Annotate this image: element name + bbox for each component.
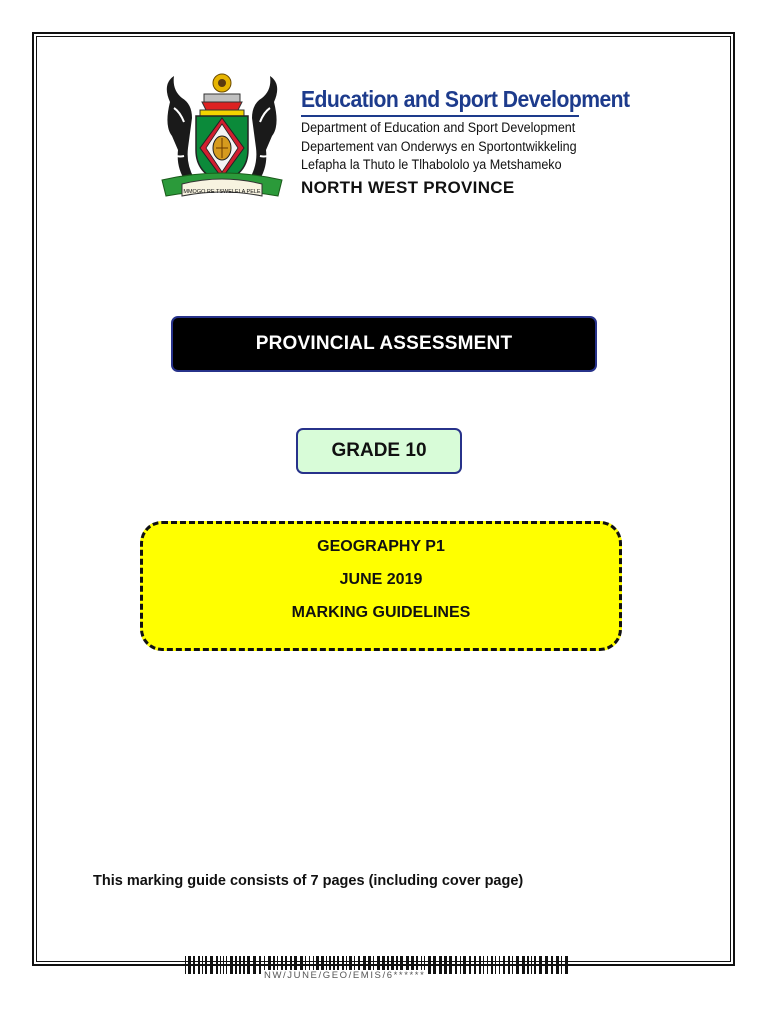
barcode-bar [516, 956, 519, 974]
barcode-bar [534, 956, 536, 974]
barcode-bar [202, 956, 203, 974]
barcode-bar [545, 956, 548, 974]
barcode-bar [239, 956, 241, 974]
barcode-bar [243, 956, 245, 974]
barcode-bar [188, 956, 191, 974]
barcode-bar [220, 956, 221, 974]
barcode-bar [479, 956, 481, 974]
subject-panel [140, 521, 622, 651]
barcode-bar [205, 956, 207, 974]
barcode-bar [561, 956, 562, 974]
barcode-bar [512, 956, 513, 974]
department-name-afrikaans: Departement van Onderwys en Sportontwikkeling [301, 139, 577, 154]
barcode-bar [253, 956, 256, 974]
barcode-bar [487, 956, 488, 974]
barcode-bar [463, 956, 466, 974]
grade-label: GRADE 10 [331, 440, 427, 461]
barcode-bar [565, 956, 568, 974]
department-name-english: Department of Education and Sport Development [301, 120, 576, 135]
barcode-bar [198, 956, 200, 974]
barcode-bar [531, 956, 532, 974]
barcode-bar [508, 956, 510, 974]
province-name: NORTH WEST PROVINCE [301, 178, 515, 197]
department-title: Education and Sport Development [301, 86, 630, 112]
barcode-bar [449, 956, 452, 974]
page-border-inner [36, 36, 731, 962]
barcode-bar [527, 956, 529, 974]
barcode-bar [439, 956, 442, 974]
barcode-bar [444, 956, 447, 974]
barcode-bar [210, 956, 213, 974]
department-title-rule [301, 115, 579, 117]
barcode-bar [216, 956, 218, 974]
department-name-setswana: Lefapha la Thuto le Tlhabololo ya Metshameko [301, 157, 562, 172]
barcode-bar [499, 956, 500, 974]
barcode-bar [460, 956, 461, 974]
exam-session: JUNE 2019 [339, 571, 423, 588]
barcode-bar [428, 956, 431, 974]
barcode-bar [235, 956, 237, 974]
page-count-note: This marking guide consists of 7 pages (including cover page) [93, 873, 524, 889]
barcode-bar [247, 956, 250, 974]
barcode-bar [185, 956, 186, 974]
barcode-bar [223, 956, 224, 974]
barcode-bar [491, 956, 493, 974]
document-type: MARKING GUIDELINES [291, 604, 471, 621]
barcode-bar [503, 956, 505, 974]
barcode-bar [522, 956, 525, 974]
barcode-bar [539, 956, 542, 974]
grade-badge [296, 428, 462, 474]
barcode-bar [259, 956, 261, 974]
barcode-bar [226, 956, 227, 974]
assessment-banner [171, 316, 597, 372]
assessment-label: PROVINCIAL ASSESSMENT [255, 333, 513, 354]
coat-of-arms-icon [152, 72, 292, 206]
barcode-bar [230, 956, 233, 974]
barcode-bar [474, 956, 476, 974]
barcode-bar [455, 956, 457, 974]
crest-motto: MMOGO RE TSWELELA PELE [183, 189, 261, 195]
barcode-bar [556, 956, 559, 974]
barcode-bar [469, 956, 471, 974]
barcode-bar [193, 956, 195, 974]
subject-name: GEOGRAPHY P1 [317, 538, 445, 555]
barcode-text: NW/JUNE/GEO/EMIS/6****** [264, 970, 426, 981]
barcode-bar [483, 956, 484, 974]
barcode-bar [433, 956, 436, 974]
barcode-bar [495, 956, 496, 974]
barcode-bar [551, 956, 553, 974]
